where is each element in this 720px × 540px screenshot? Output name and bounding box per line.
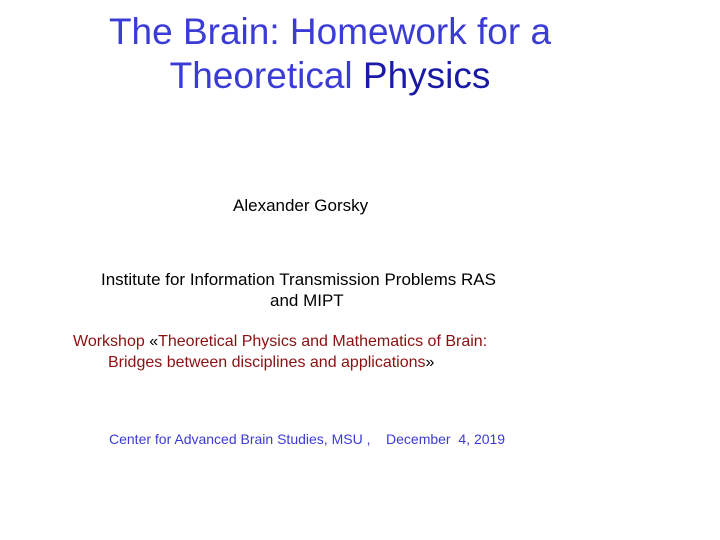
author-name: Alexander Gorsky	[233, 196, 369, 215]
workshop-open-quote: «	[149, 333, 159, 350]
title-line-1: The Brain: Homework for a	[108, 11, 552, 52]
title-word-physics: Physics	[362, 55, 491, 96]
venue-and-date: Center for Advanced Brain Studies, MSU , December 4, 2019	[109, 431, 506, 447]
workshop-title-part-1: Theoretical Physics and Mathematics of Brain:	[158, 333, 488, 350]
title-word-theoretical: Theoretical	[169, 55, 363, 96]
affiliation-line-2: and MIPT	[270, 291, 344, 310]
workshop-line-2	[108, 354, 434, 372]
workshop-prefix: Workshop	[73, 333, 150, 350]
affiliation-line-1: Institute for Information Transmission Problems RAS	[101, 270, 496, 289]
title-line-2	[0, 54, 660, 98]
workshop-line-1	[73, 333, 487, 351]
workshop-close-quote: »	[425, 354, 435, 371]
workshop-title-part-2: Bridges between disciplines and applications	[108, 354, 426, 371]
